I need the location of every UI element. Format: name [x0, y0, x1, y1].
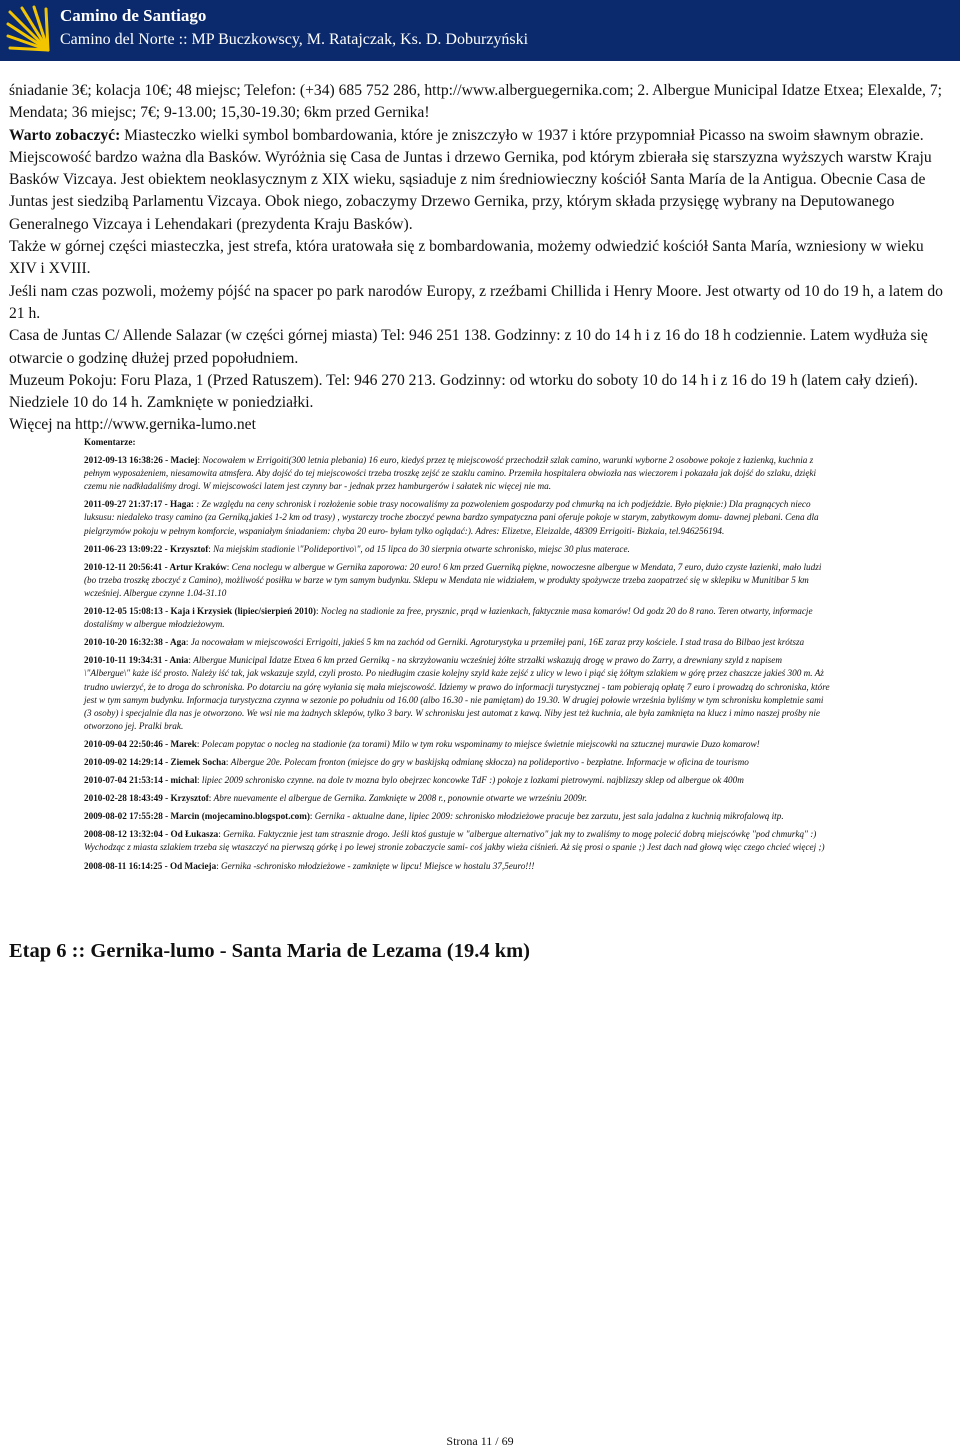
- comment: 2010-10-11 19:34:31 - Ania: Albergue Municipal Idatze Etxea 6 km przed Gerniką - na skrzyżowaniu wcześniej żółte strzałki wskazują drogę w prawo do Zarry, a drewniany szyld z napisem \"Albergue\" każe iść prosto. Należy iść tak, jak wskazuje szyld, czyli prosto. Po niedługim czasie kolejny szyld każe zejść z ulicy w lewo i piąć się żółtym szlakiem w górę przez chaszcze jakieś 300 m. Aż trudno uwierzyć, że to droga do schroniska. Po dotarciu na górę wyłania się mała miejscowość. Idziemy w prawo do informacji turystycznej - tam pobierają opłatę 7 euro i prowadzą do schroniska, które jest w tym samym budynku. Informacja turystyczna czynna w sezonie po południu od 16.00 (albo 16.30 - nie pamiętam) do 19.30. W drugiej połowie września byliśmy w tym schronisku kompletnie sami (3 osoby) i specjalnie dla nas je otworzono. We wsi nie ma żadnych sklepów, tylko 3 bary. W schronisku jest automat z kawą. Niby jest też kuchnia, ale była zamknięta na klucz i mimo naszej prośby nie otworzono jej. Pralki brak.: [84, 655, 830, 731]
- comment: 2008-08-12 13:32:04 - Od Łukasza: Gernika. Faktycznie jest tam strasznie drogo. Jeśli ktoś gustuje w "albergue alternativo" jak my to zwaliśmy to mogę polecić dobrą miejscówkę "pod chmurką" :) Wychodząc z miasta szlakiem trzeba się wtaszczyć na pierwszą górkę i po lewej stronie zobaczycie sami- coś jakby wieża ciśnień. Aż się prosi o spanie ;) Jest dach nad głową więc czego chcieć więcej ;): [84, 829, 825, 853]
- page-header: [0, 0, 960, 61]
- comment: 2008-08-11 16:14:25 - Od Macieja: Gernika -schronisko młodzieżowe - zamknięte w lipcu! Miejsce w hostalu 37,5euro!!!: [84, 860, 535, 871]
- main-text: [9, 80, 949, 437]
- comment-meta: 2010-12-11 20:56:41 - Artur Kraków: [84, 561, 227, 572]
- comment: 2011-06-23 13:09:22 - Krzysztof: Na miejskim stadionie \"Polideportivo\", od 15 lipca do 30 sierpnia otwarte schronisko, miejsc 30 plus materace.: [84, 543, 630, 554]
- paragraph-museum: Muzeum Pokoju: Foru Plaza, 1 (Przed Ratuszem). Tel: 946 270 213. Godzinny: od wtorku do soboty 10 do 14 h i z 16 do 19 h (latem cały dzień). Niedziele 10 do 14 h. Zamknięte w poniedziałki.: [9, 371, 918, 412]
- comment-text: Na miejskim stadionie \"Polideportivo\", od 15 lipca do 30 sierpnia otwarte schronisko, miejsc 30 plus materace.: [213, 543, 630, 554]
- comment: 2010-07-04 21:53:14 - michal: lipiec 2009 schronisko czynne. na dole tv mozna bylo obejrzec koncowke TdF :) pokoje z lozkami pietrowymi. najblizszy sklep od albergue ok 400m: [84, 775, 744, 786]
- comment-meta: 2008-08-12 13:32:04 - Od Łukasza: [84, 829, 219, 840]
- paragraph-more-info: Więcej na http://www.gernika-lumo.net: [9, 416, 256, 434]
- paragraph-sights: [9, 125, 949, 236]
- comment: [84, 498, 830, 537]
- comment-meta: 2010-02-28 18:43:49 - Krzysztof: [84, 793, 209, 804]
- comment-text: Gernika - aktualne dane, lipiec 2009: schronisko młodzieżowe pracuje bez zarzutu, jest sala jadalna z kuchnią mikrofalową itp.: [314, 811, 784, 822]
- header-subtitle: Camino del Norte :: MP Buczkowscy, M. Ratajczak, Ks. D. Doburzyński: [60, 31, 529, 48]
- paragraph-accommodation: śniadanie 3€; kolacja 10€; 48 miejsc; Telefon: (+34) 685 752 286, http://www.alberguegernika.com; 2. Albergue Municipal Idatze Etxea; Elexalde, 7; Mendata; 36 miejsc; 7€; 9-13.00; 15,30-19.30; 6km przed Gernika!: [9, 82, 942, 122]
- camino-shell-icon: [4, 4, 54, 56]
- sights-label: Warto zobaczyć:: [9, 126, 121, 144]
- sights-text: Miasteczko wielki symbol bombardowania, które je zniszczyło w 1937 i które przypomniał Picasso na swoim sławnym obrazie. Miejscowość bardzo ważna dla Basków. Wyróżnia się Casa de Juntas i drzewo Gernika, pod którym zbierała się starszyzna wyższych warstw Kraju Basków Vizcaya. Jest obiektem neoklasycznym z XIX wieku, sąsiaduje z nim średniowieczny kościół Santa María de la Antigua. Obecnie Casa de Juntas jest siedzibą Parlamentu Vizcaya. Obok niego, zobaczymy Drzewo Gernika, przy, którym składa przysięgę wybrany na Deputowanego Generalnego Vizcaya i Lehendakari (prezydenta Kraju Basków).: [9, 126, 932, 233]
- paragraph-park: Jeśli nam czas pozwoli, możemy pójść na spacer po park narodów Europy, z rzeźbami Chillida i Henry Moore. Jest otwarty od 10 do 19 h, a latem do 21 h.: [9, 282, 943, 322]
- paragraph-casa-de-juntas: Casa de Juntas C/ Allende Salazar (w części górnej miasta) Tel: 946 251 138. Godzinny: z 10 do 14 h i z 16 do 18 h codziennie. Latem wydłuża się otwarcie o godzinę dłużej przed popołudniem.: [9, 327, 928, 367]
- comment-text: Albergue Municipal Idatze Etxea 6 km przed Gerniką - na skrzyżowaniu wcześniej żółte strzałki wskazują drogę w prawo do Zarry, a drewniany szyld z napisem \"Albergue\" każe iść prosto. Należy iść tak, jak wskazuje szyld, czyli prosto. Po niedługim czasie kolejny szyld każe zejść z ulicy w lewo i piąć się żółtym szlakiem w górę przez chaszcze jakieś 300 m. Aż trudno uwierzyć, że to droga do schroniska. Po dotarciu na górę wyłania się mała miejscowość. Idziemy w prawo do informacji turystycznej - tam pobierają opłatę 7 euro i prowadzą do schroniska, które jest w tym samym budynku. Informacja turystyczna czynna w sezonie po południu od 16.00 (albo 16.30 - nie pamiętam) do 19.30. W drugiej połowie września byliśmy w tym schronisku kompletnie sami (3 osoby) i specjalnie dla nas je otworzono. We wsi nie ma żadnych sklepów, tylko 3 bary. W schronisku jest automat z kawą. Niby jest też kuchnia, ale była zamknięta na klucz i mimo naszej prośby nie otworzono jej. Pralki brak.: [84, 655, 830, 731]
- comment: 2010-12-05 15:08:13 - Kaja i Krzysiek (lipiec/sierpień 2010): Nocleg na stadionie za free, prysznic, prąd w łazienkach, faktycznie masa komarów! Od godz 20 do 8 rano. Teren otwarty, informacje dostaliśmy w albergue młodzieżowym.: [84, 606, 813, 630]
- comment-text: Albergue 20e. Polecam fronton (miejsce do gry w baskijską odmianę skłocza) na polideportivo - bezpłatne. Informacje w oficina de tourismo: [230, 756, 749, 767]
- comment: 2009-08-02 17:55:28 - Marcin (mojecamino.blogspot.com): Gernika - aktualne dane, lipiec 2009: schronisko młodzieżowe pracuje bez zarzutu, jest sala jadalna z kuchnią mikrofalową itp.: [84, 811, 784, 822]
- comment: 2010-02-28 18:43:49 - Krzysztof: Abre nuevamente el albergue de Gernika. Zamknięte w 2008 r., ponownie otwarte we wrześniu 2009r.: [84, 793, 588, 804]
- comment-meta: 2010-10-11 19:34:31 - Ania: [84, 655, 189, 666]
- comment: 2010-09-02 14:29:14 - Ziemek Socha: Albergue 20e. Polecam fronton (miejsce do gry w baskijską odmianę skłocza) na polideportivo - bezpłatne. Informacje w oficina de tourismo: [84, 756, 749, 767]
- comment-text: Abre nuevamente el albergue de Gernika. Zamknięte w 2008 r., ponownie otwarte we wrześniu 2009r.: [213, 793, 588, 804]
- comment-meta: 2008-08-11 16:14:25 - Od Macieja: [84, 860, 217, 871]
- comment: 2010-10-20 16:32:38 - Aga: Ja nocowałam w miejscowości Errigoiti, jakieś 5 km na zachód od Gerniki. Agroturystyka u przemiłej pani, 16E zaraz przy kościele. I stad trasa do Bilbao jest krótsza: [84, 637, 805, 648]
- paragraph-church: Także w górnej części miasteczka, jest strefa, która uratowała się z bombardowania, możemy odwiedzić kościół Santa María, wzniesiony w wieku XIV i XVIII.: [9, 238, 924, 278]
- comment-text: Cena noclegu w albergue w Gernika zaporowa: 20 euro! 6 km przed Guerniką piękne, nowoczesne albergue w Mendata, 7 euro, dużo czyste łazienki, mało ludzi (bo trzeba troszkę zboczyć z Camino), możliwość posiłku w barze w tym samym budynku. Sklepu w Mendata nie widziałem, w produkty spożywcze trzeba zaopatrzeć się w sklepiku w Munitibar 5 km wcześniej. Albergue czynne 1.04-31.10: [84, 561, 822, 598]
- comments-section: [84, 436, 830, 878]
- header-title: Camino de Santiago: [60, 6, 207, 25]
- comment-text: Ja nocowałam w miejscowości Errigoiti, jakieś 5 km na zachód od Gerniki. Agroturystyka u przemiłej pani, 16E zaraz przy kościele. I stad trasa do Bilbao jest krótsza: [190, 637, 805, 648]
- comment: 2010-09-04 22:50:46 - Marek: Polecam popytac o nocleg na stadionie (za torami) Milo w tym roku wspominamy to miejsce świetnie miejscowki na sztucznej murawie Duzo komarow!: [84, 738, 760, 749]
- comment-text: Nocleg na stadionie za free, prysznic, prąd w łazienkach, faktycznie masa komarów! Od godz 20 do 8 rano. Teren otwarty, informacje dostaliśmy w albergue młodzieżowym.: [84, 606, 813, 630]
- comment: 2012-09-13 16:38:26 - Maciej: Nocowałem w Errigoiti(300 letnia plebania) 16 euro, kiedyś przez tę miejscowość przechodził szlak camino, warunki wyborne 2 osobowe pokoje z łazienką, kuchnia z pełnym wyposażeniem, niesamowita atmsfera. Aby dojść do tej miejscowości trzeba troszkę zejść ze szaklu camino. Przemiła hospitalera obwiozła nas wieczorem i pokazała jak dojść do szlaku, dzięki czemu nie nadkładaliśmy drogi. W miejscowości latem jest czynny bar - jednak przez hamburgerów i sałatek nic więcej nie ma.: [84, 455, 817, 492]
- comment: 2010-12-11 20:56:41 - Artur Kraków: Cena noclegu w albergue w Gernika zaporowa: 20 euro! 6 km przed Guerniką piękne, nowoczesne albergue w Mendata, 7 euro, dużo czyste łazienki, mało ludzi (bo trzeba troszkę zboczyć z Camino), możliwość posiłku w barze w tym samym budynku. Sklepu w Mendata nie widziałem, w produkty spożywcze trzeba zaopatrzeć się w sklepiku w Munitibar 5 km wcześniej. Albergue czynne 1.04-31.10: [84, 561, 822, 598]
- comment-text: Gernika. Faktycznie jest tam strasznie drogo. Jeśli ktoś gustuje w "albergue alternativo" jak my to zwaliśmy to mogę polecić dobrą miejscówkę "pod chmurką" :) Wychodząc z miasta szlakiem trzeba się wtaszczyć na pierwszą górkę i po lewej stronie zobaczycie sami- coś jakby wieża ciśnień. Aż się prosi o spanie ;) Jest dach nad głową więc czego chcieć więcej ;): [84, 829, 825, 853]
- comment-meta: 2010-07-04 21:53:14 - michal: [84, 775, 198, 786]
- comment-text: Gernika -schronisko młodzieżowe - zamknięte w lipcu! Miejsce w hostalu 37,5euro!!!: [221, 860, 535, 871]
- comment-meta: 2009-08-02 17:55:28 - Marcin (mojecamino.blogspot.com): [84, 811, 310, 822]
- comments-heading: Komentarze:: [84, 437, 136, 447]
- comment-text: Polecam popytac o nocleg na stadionie (za torami) Milo w tym roku wspominamy to miejsce świetnie miejscowki na sztucznej murawie Duzo komarow!: [201, 738, 760, 749]
- comment-meta: 2010-09-02 14:29:14 - Ziemek Socha: [84, 756, 226, 767]
- comment-meta: 2011-09-27 21:37:17 - Haga:: [84, 499, 194, 510]
- stage-heading: Etap 6 :: Gernika-lumo - Santa Maria de Lezama (19.4 km): [9, 940, 530, 962]
- comment-meta: 2011-06-23 13:09:22 - Krzysztof: [84, 543, 209, 554]
- comment-meta: 2010-09-04 22:50:46 - Marek: [84, 738, 197, 749]
- comment-meta: 2010-12-05 15:08:13 - Kaja i Krzysiek (lipiec/sierpień 2010): [84, 606, 316, 617]
- comment-text: Nocowałem w Errigoiti(300 letnia plebania) 16 euro, kiedyś przez tę miejscowość przechodził szlak camino, warunki wyborne 2 osobowe pokoje z łazienką, kuchnia z pełnym wyposażeniem, niesamowita atmsfera. Aby dojść do tej miejscowości trzeba troszkę zejść ze szaklu camino. Przemiła hospitalera obwiozła nas wieczorem i pokazała jak dojść do szlaku, dzięki czemu nie nadkładaliśmy drogi. W miejscowości latem jest czynny bar - jednak przez hamburgerów i sałatek nic więcej nie ma.: [84, 455, 817, 492]
- page-number: Strona 11 / 69: [446, 1434, 514, 1448]
- comment-text: lipiec 2009 schronisko czynne. na dole tv mozna bylo obejrzec koncowke TdF :) pokoje z lozkami pietrowymi. najblizszy sklep od albergue ok 400m: [201, 775, 744, 786]
- comment-meta: 2010-10-20 16:32:38 - Aga: [84, 637, 186, 648]
- comment-text: : Ze względu na ceny schronisk i rozłożenie sobie trasy nocowaliśmy za pozwoleniem gospodarzy pod chmurką na ich podjeździe. Było pięknie:) Dla pragnących nieco luksusu: niedaleko trasy camino (za Gerniką,jakieś 1-2 km od trasy) , wystarczy troche zboczyć pewna bardzo sympatyczna pani oferuje pokoje w starym, zabytkowym domu- dawnej plebani. Cena dla pielgrzymów pokoju w pełnym komforcie, wspaniałym śniadaniem: chyba 20 euro- byłam tylko oglądać:). Adres: Elizetxe, Eleizalde, 48309 Errigoiti- Bizkaia, tel.946256194.: [84, 499, 819, 536]
- comment-meta: 2012-09-13 16:38:26 - Maciej: [84, 455, 198, 466]
